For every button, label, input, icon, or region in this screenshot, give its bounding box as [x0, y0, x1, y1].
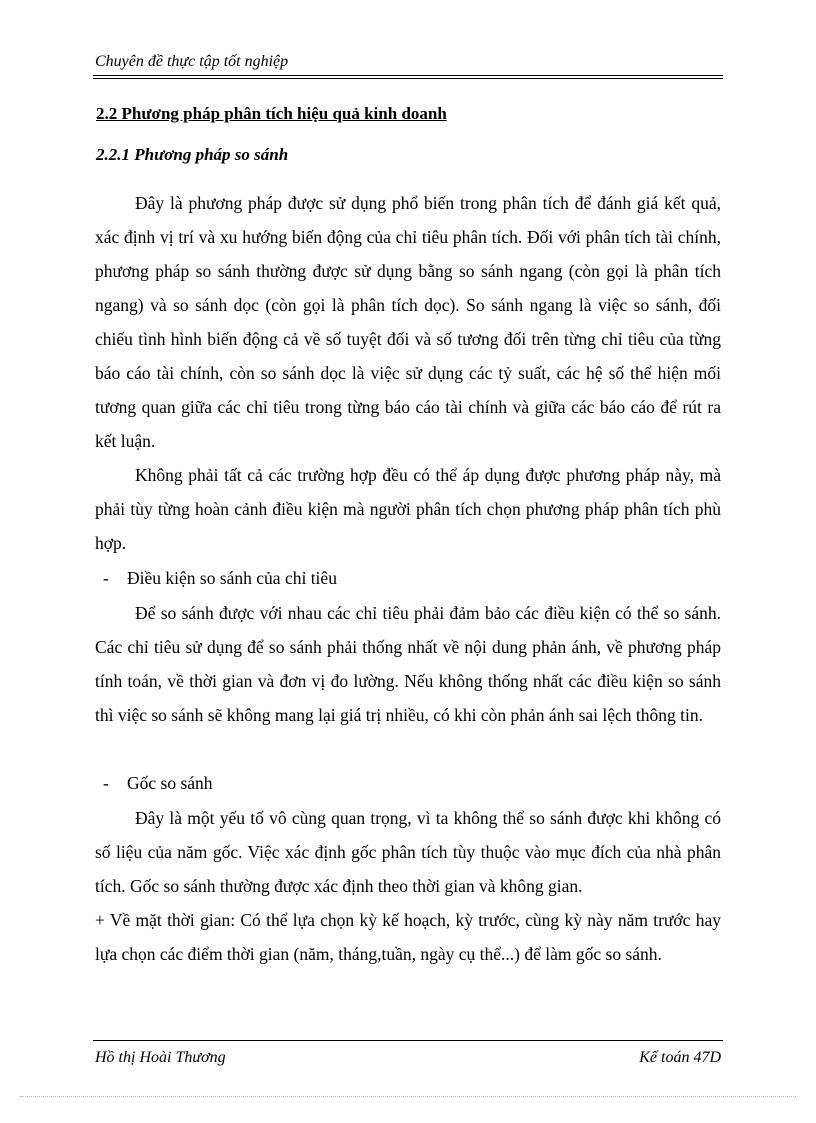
- header-rule: [93, 75, 723, 76]
- document-header-title: Chuyên đề thực tập tốt nghiệp: [95, 53, 289, 70]
- page-bottom-divider: [20, 1096, 796, 1097]
- bullet-label: Gốc so sánh: [127, 773, 213, 793]
- bullet-item-goc-so-sanh: [103, 766, 213, 800]
- bullet-item-dieu-kien: [103, 561, 337, 595]
- footer-class: Kế toán 47D: [639, 1049, 721, 1066]
- section-heading: 2.2 Phương pháp phân tích hiệu quả kinh doanh: [96, 104, 447, 123]
- paragraph-5: + Về mặt thời gian: Có thể lựa chọn kỳ kế hoạch, kỳ trước, cùng kỳ này năm trước hay lựa chọn các điểm thời gian (năm, tháng,tuần, ngày cụ thể...) để làm gốc so sánh.: [95, 910, 721, 964]
- bullet-dash: -: [103, 568, 109, 588]
- header-rule-double: [93, 78, 723, 79]
- bullet-dash: -: [103, 773, 109, 793]
- paragraph-3: Để so sánh được với nhau các chỉ tiêu phải đảm bảo các điều kiện có thể so sánh. Các chỉ tiêu sử dụng để so sánh phải thống nhất về nội dung phản ánh, về phương pháp tính toán, về thời gian và đơn vị đo lường. Nếu không thống nhất các điều kiện so sánh thì việc so sánh sẽ không mang lại giá trị nhiều, có khi còn phản ánh sai lệch thông tin.: [95, 603, 721, 725]
- paragraph-4: Đây là một yếu tố vô cùng quan trọng, vì ta không thể so sánh được khi không có số liệu của năm gốc. Việc xác định gốc phân tích tùy thuộc vào mục đích của nhà phân tích. Gốc so sánh thường được xác định theo thời gian và không gian.: [95, 808, 721, 896]
- subsection-heading: 2.2.1 Phương pháp so sánh: [96, 145, 289, 164]
- paragraph-2: Không phải tất cả các trường hợp đều có thể áp dụng được phương pháp này, mà phải tùy từng hoàn cảnh điều kiện mà người phân tích chọn phương pháp phân tích phù hợp.: [95, 465, 721, 553]
- bullet-label: Điều kiện so sánh của chỉ tiêu: [127, 568, 337, 588]
- footer-rule: [93, 1040, 723, 1041]
- footer-author: Hồ thị Hoài Thương: [95, 1049, 226, 1066]
- paragraph-1: Đây là phương pháp được sử dụng phổ biến trong phân tích để đánh giá kết quả, xác định vị trí và xu hướng biến động của chỉ tiêu phân tích. Đối với phân tích tài chính, phương pháp so sánh thường được sử dụng bằng so sánh ngang (còn gọi là phân tích ngang) và so sánh dọc (còn gọi là phân tích dọc). So sánh ngang là việc so sánh, đối chiếu tình hình biến động cả về số tuyệt đối và số tương đối trên từng chỉ tiêu của từng báo cáo tài chính, còn so sánh dọc là việc sử dụng các tỷ suất, các hệ số thể hiện mối tương quan giữa các chỉ tiêu trong từng báo cáo tài chính và giữa các báo cáo để rút ra kết luận.: [95, 193, 721, 451]
